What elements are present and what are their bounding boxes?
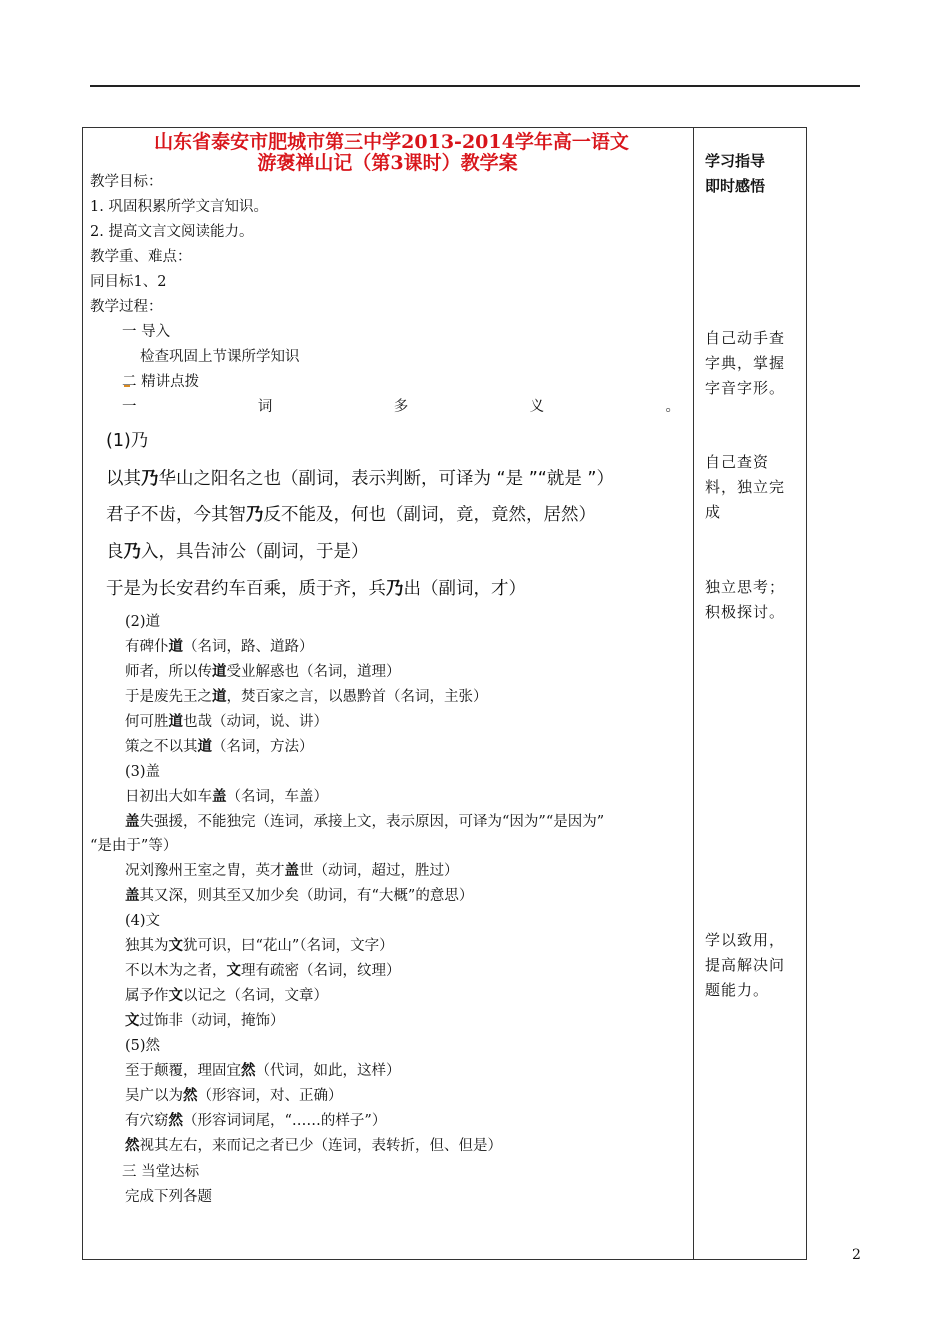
example-line: 属予作文以记之（名词，文章） [125, 987, 328, 1004]
main-column [82, 127, 693, 1260]
example-line: 日初出大如车盖（名词，车盖） [125, 788, 328, 805]
dao-label: (2)道 [125, 614, 161, 630]
example-line: 有穴窈然（形容词词尾，“……的样子”） [125, 1112, 387, 1129]
example-line: 文过饰非（动词，掩饰） [125, 1012, 285, 1029]
section-intro-text: 检查巩固上节课所学知识 [140, 349, 300, 365]
example-line: 盖失强援，不能独完（连词，承接上文，表示原因，可译为“因为”“是因为” [125, 813, 605, 830]
guidance-note: 独立思考；积极探讨。 [705, 578, 786, 621]
example-line: 然视其左右，来而记之者已少（连词，表转折，但、但是） [125, 1137, 502, 1154]
key-points-text: 同目标1、2 [90, 274, 167, 290]
polysemy-heading-char: 词 [257, 399, 273, 415]
example-line: 以其乃华山之阳名之也（副词，表示判断，可译为 “是 ”“就是 ”） [106, 469, 614, 489]
example-line: 策之不以其道（名词，方法） [125, 738, 314, 755]
example-line: 至于颠覆，理固宜然（代词，如此，这样） [125, 1062, 401, 1079]
section-practice: 三 当堂达标 [122, 1164, 200, 1180]
example-line-continued: “是由于”等） [90, 838, 178, 854]
example-line: 盖其又深，则其至又加少矣（助词，有“大概”的意思） [125, 887, 474, 904]
example-line: 于是废先王之道，焚百家之言，以愚黔首（名词，主张） [125, 688, 488, 705]
example-line: 吴广以为然（形容词，对、正确） [125, 1087, 343, 1104]
document-title-line1: 山东省泰安市肥城市第三中学2013-2014学年高一语文 [154, 131, 629, 153]
polysemy-heading-char: 义 [529, 399, 545, 415]
nai-label: (1)乃 [106, 431, 149, 451]
guidance-note: 自己查资料，独立完成 [705, 453, 786, 521]
guidance-note: 学以致用，提高解决问题能力。 [705, 931, 786, 999]
objectives-heading: 教学目标： [90, 174, 163, 190]
gai-label: (3)盖 [125, 764, 161, 780]
ran-label: (5)然 [125, 1038, 161, 1054]
guidance-column [694, 127, 807, 1260]
polysemy-heading-char: 一 [122, 399, 137, 415]
polysemy-heading [122, 397, 680, 417]
document-title-line2: 游褒禅山记（第3课时）教学案 [257, 152, 518, 174]
example-line: 师者，所以传道受业解惑也（名词，道理） [125, 663, 401, 680]
polysemy-heading-char: 。 [665, 399, 680, 415]
guidance-heading: 学习指导 [705, 152, 766, 170]
objective-1: 1. 巩固积累所学文言知识。 [90, 199, 268, 215]
example-line: 何可胜道也哉（动词，说、讲） [125, 713, 328, 730]
example-line: 独其为文犹可识，曰“花山”（名词，文字） [125, 937, 394, 954]
process-heading: 教学过程： [90, 299, 163, 315]
example-line: 有碑仆道（名词，路、道路） [125, 638, 314, 655]
example-line: 君子不齿，今其智乃反不能及，何也（副词，竟，竟然，居然） [106, 505, 596, 525]
section-explain: 二 精讲点拨 [122, 374, 200, 390]
header-rule [90, 85, 860, 87]
example-line: 良乃入，具告沛公（副词，于是） [106, 542, 369, 562]
key-points-heading: 教学重、难点： [90, 249, 192, 265]
wen-label: (4)文 [125, 913, 161, 929]
section-intro: 一 导入 [122, 324, 171, 340]
section-practice-text: 完成下列各题 [125, 1189, 212, 1205]
page-number: 2 [852, 1247, 861, 1263]
reflection-heading: 即时感悟 [705, 177, 766, 195]
example-line: 于是为长安君约车百乘，质于齐，兵乃出（副词，才） [106, 579, 526, 599]
objective-2: 2. 提高文言文阅读能力。 [90, 224, 254, 240]
guidance-note: 自己动手查字典，掌握字音字形。 [705, 329, 786, 397]
example-line: 况刘豫州王室之胄，英才盖世（动词，超过，胜过） [125, 862, 459, 879]
polysemy-heading-char: 多 [393, 399, 409, 415]
example-line: 不以木为之者，文理有疏密（名词，纹理） [125, 962, 401, 979]
